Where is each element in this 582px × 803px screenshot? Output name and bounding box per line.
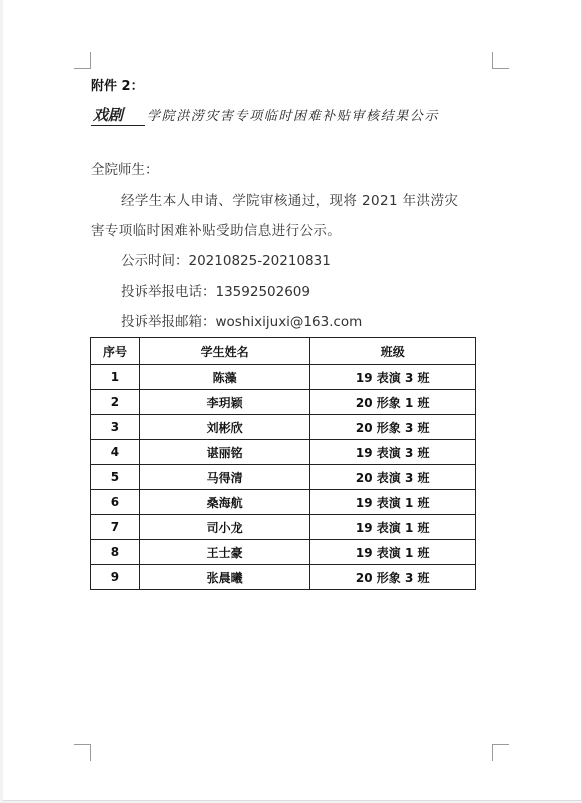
notice-time: 公示时间：20210825-20210831 [121, 253, 331, 269]
cell-name: 马得清 [139, 465, 310, 490]
title-department: 戏剧 [91, 104, 145, 126]
cell-class: 19 表演 1 班 [310, 540, 476, 565]
cell-class: 19 表演 3 班 [310, 440, 476, 465]
cell-name: 陈藻 [139, 365, 310, 390]
cell-class: 20 形象 1 班 [310, 390, 476, 415]
complaint-email: 投诉举报邮箱：woshixijuxi@163.com [121, 314, 363, 330]
table-row [91, 540, 476, 565]
cell-name: 李玥颖 [139, 390, 310, 415]
cell-no: 1 [91, 365, 140, 390]
cell-name: 刘彬欣 [139, 415, 310, 440]
attachment-label: 附件 2： [91, 79, 144, 94]
cell-class: 20 形象 3 班 [310, 565, 476, 590]
cell-name: 司小龙 [139, 515, 310, 540]
cell-class: 19 表演 1 班 [310, 490, 476, 515]
table-row [91, 415, 476, 440]
cell-class: 20 形象 3 班 [310, 415, 476, 440]
header-class: 班级 [310, 338, 476, 365]
crop-mark-bottom-left [74, 744, 91, 761]
complaint-phone: 投诉举报电话：13592502609 [121, 284, 310, 300]
cell-name: 桑海航 [139, 490, 310, 515]
body-line-2: 害专项临时困难补贴受助信息进行公示。 [91, 223, 342, 239]
cell-name: 谌丽铭 [139, 440, 310, 465]
table-row [91, 390, 476, 415]
recipients-table [90, 337, 476, 590]
cell-class: 19 表演 3 班 [310, 365, 476, 390]
cell-no: 9 [91, 565, 140, 590]
cell-class: 19 表演 1 班 [310, 515, 476, 540]
cell-no: 2 [91, 390, 140, 415]
body-line-1: 经学生本人申请、学院审核通过，现将 2021 年洪涝灾 [121, 193, 459, 209]
title-text: 学院洪涝灾害专项临时困难补贴审核结果公示 [147, 109, 440, 124]
crop-mark-top-right [492, 52, 509, 69]
table-row [91, 365, 476, 390]
cell-name: 张晨曦 [139, 565, 310, 590]
header-name: 学生姓名 [139, 338, 310, 365]
cell-class: 20 表演 3 班 [310, 465, 476, 490]
document-page [3, 0, 582, 801]
document-title [91, 104, 501, 126]
cell-no: 3 [91, 415, 140, 440]
table-row [91, 465, 476, 490]
greeting: 全院师生： [91, 162, 159, 178]
cell-name: 王士豪 [139, 540, 310, 565]
table-row [91, 440, 476, 465]
table-row [91, 490, 476, 515]
cell-no: 5 [91, 465, 140, 490]
crop-mark-top-left [74, 52, 91, 69]
table-row [91, 565, 476, 590]
cell-no: 7 [91, 515, 140, 540]
table-row [91, 515, 476, 540]
table-header-row [91, 338, 476, 365]
cell-no: 4 [91, 440, 140, 465]
header-no: 序号 [91, 338, 140, 365]
crop-mark-bottom-right [492, 744, 509, 761]
cell-no: 6 [91, 490, 140, 515]
cell-no: 8 [91, 540, 140, 565]
